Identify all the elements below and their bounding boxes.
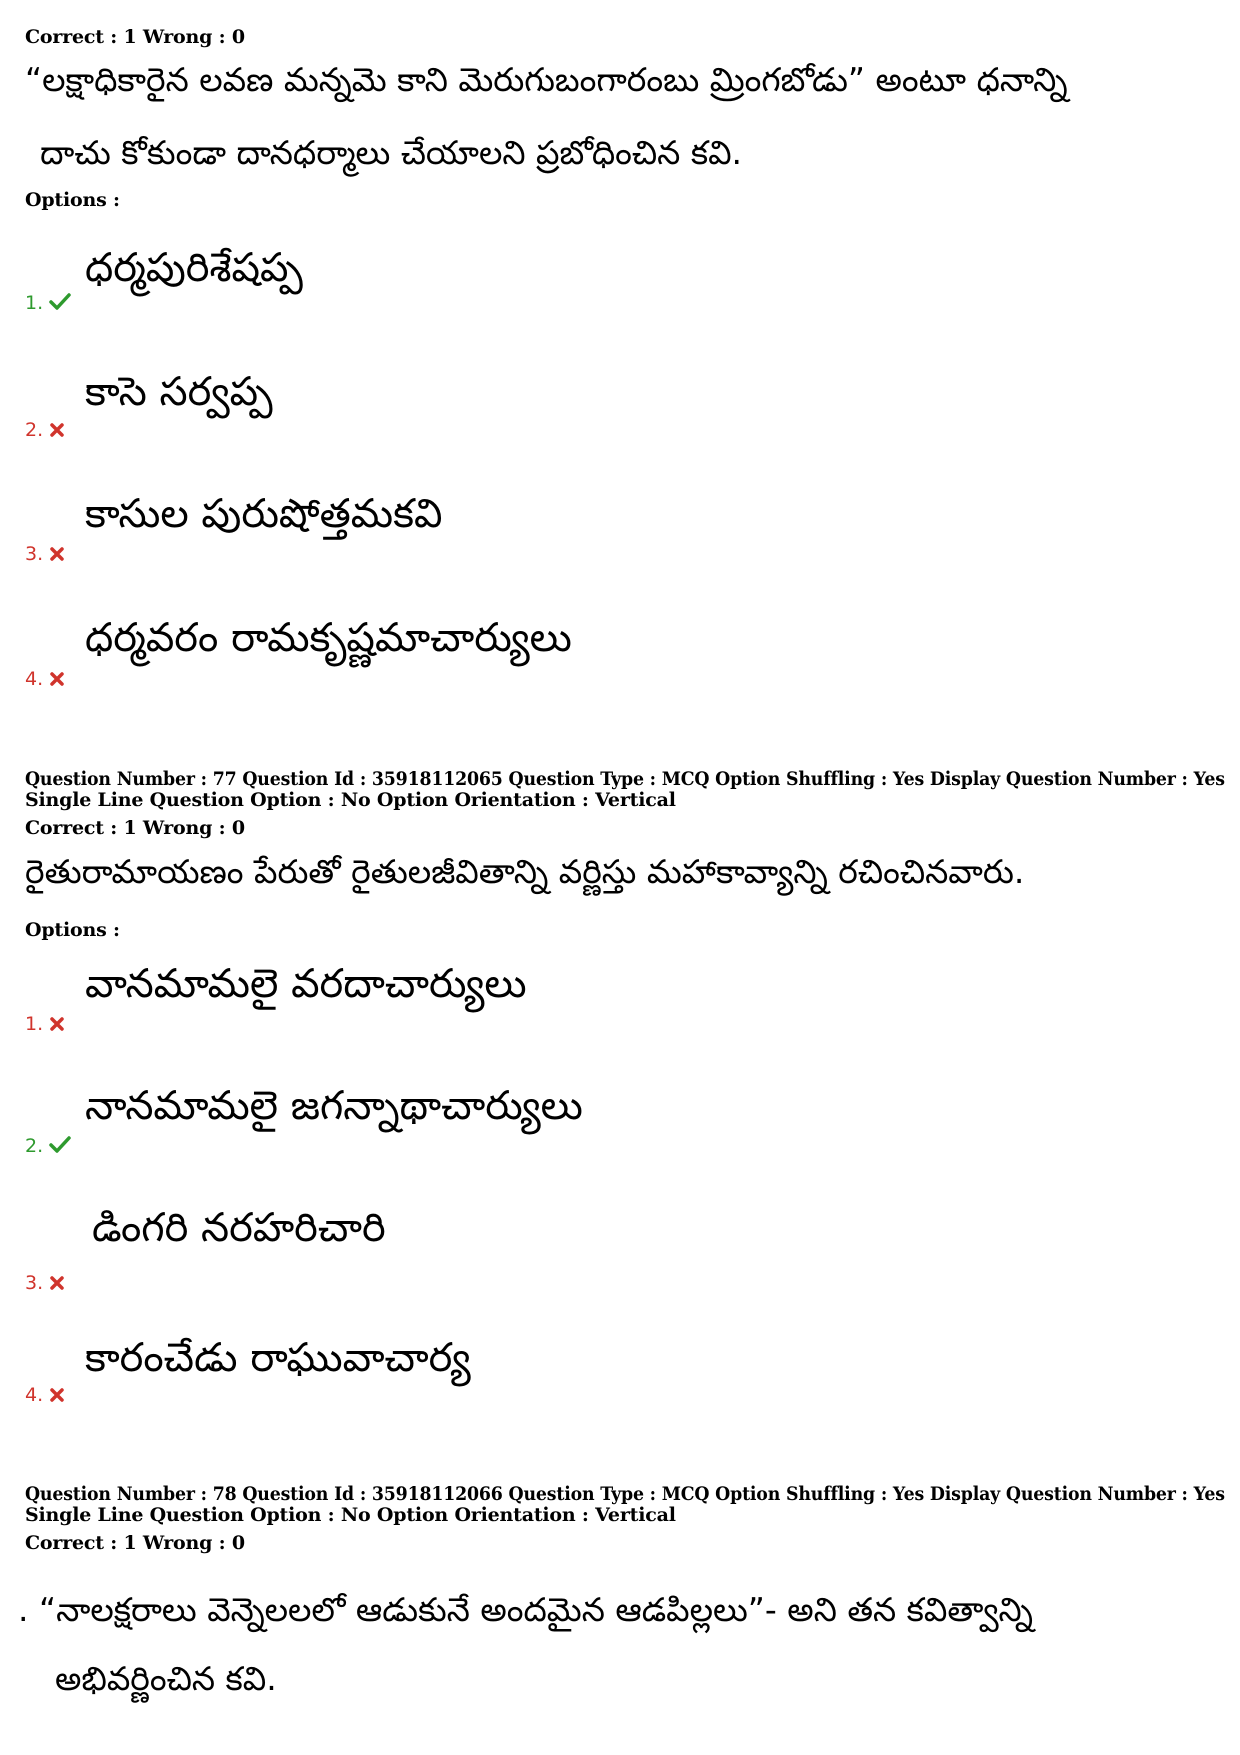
q78-header-line2: Single Line Question Option : No Option Orientation : Vertical <box>25 1504 676 1526</box>
cross-icon <box>49 422 65 438</box>
q76-option-2-number <box>25 419 65 441</box>
q76-option-3-number <box>25 543 65 565</box>
q76-text-line1: “లక్షాధికారైన లవణ మన్నమె కాని మెరుగుబంగారంబు మ్రింగబోడు” అంటూ ధనాన్ని <box>25 60 1068 99</box>
q77-text-line1: రైతురామాయణం పేరుతో రైతులజీవితాన్ని వర్ణిస్తు మహాకావ్యాన్ని రచించినవారు. <box>25 852 1025 891</box>
option-number: 3. <box>25 1272 44 1294</box>
check-icon <box>49 1136 71 1154</box>
check-icon <box>49 293 71 311</box>
q77-options-label: Options : <box>25 919 120 941</box>
q77-header-line2: Single Line Question Option : No Option Orientation : Vertical <box>25 789 676 811</box>
q76-score: Correct : 1 Wrong : 0 <box>25 26 245 48</box>
option-number: 2. <box>25 1135 44 1157</box>
q76-option-3-text: కాసుల పురుషోత్తమకవి <box>85 491 443 537</box>
option-number: 2. <box>25 419 44 441</box>
q77-option-4-number <box>25 1384 65 1406</box>
option-number: 1. <box>25 1013 44 1035</box>
cross-icon <box>49 1016 65 1032</box>
q76-option-4-number <box>25 668 65 690</box>
q77-option-4-text: కారంచేడు రాఘువాచార్య <box>85 1335 471 1381</box>
q77-option-1-number <box>25 1013 65 1035</box>
q77-option-3-number <box>25 1272 65 1294</box>
q76-option-4-text: ధర్మవరం రామకృష్ణమాచార్యులు <box>85 615 572 661</box>
cross-icon <box>49 1275 65 1291</box>
q76-option-1-number <box>25 292 71 314</box>
q76-option-2-text: కాసె సర్వప్ప <box>85 369 273 415</box>
q76-options-label: Options : <box>25 189 120 211</box>
q77-score: Correct : 1 Wrong : 0 <box>25 817 245 839</box>
q76-option-1-text: ధర్మపురిశేషప్ప <box>85 245 303 291</box>
q78-score: Correct : 1 Wrong : 0 <box>25 1532 245 1554</box>
q76-text-line2: దాచు కోకుండా దానధర్మాలు చేయాలని ప్రబోధించిన కవి. <box>40 133 743 172</box>
q77-option-1-text: వానమామలై వరదాచార్యులు <box>85 961 527 1007</box>
q77-option-2-number <box>25 1135 71 1157</box>
option-number: 4. <box>25 668 44 690</box>
cross-icon <box>49 1387 65 1403</box>
q77-option-3-text: డింగరి నరహరిచారి <box>92 1205 386 1251</box>
cross-icon <box>49 546 65 562</box>
q77-option-2-text: నానమామలై జగన్నాథాచార్యులు <box>85 1083 583 1129</box>
option-number: 3. <box>25 543 44 565</box>
option-number: 4. <box>25 1384 44 1406</box>
q78-header-line1: Question Number : 78 Question Id : 35918112066 Question Type : MCQ Option Shuffling : Yes Display Question Number : Yes <box>25 1483 1225 1505</box>
option-number: 1. <box>25 292 44 314</box>
q78-text-line2: అభివర్ణించిన కవి. <box>55 1659 277 1698</box>
q78-text-line1: . “నాలక్షరాలు వెన్నెలలలో ఆడుకునే అందమైన ఆడపిల్లలు”- అని తన కవిత్వాన్ని <box>18 1590 1033 1629</box>
q77-header-line1: Question Number : 77 Question Id : 35918112065 Question Type : MCQ Option Shuffling : Yes Display Question Number : Yes <box>25 768 1225 790</box>
cross-icon <box>49 671 65 687</box>
